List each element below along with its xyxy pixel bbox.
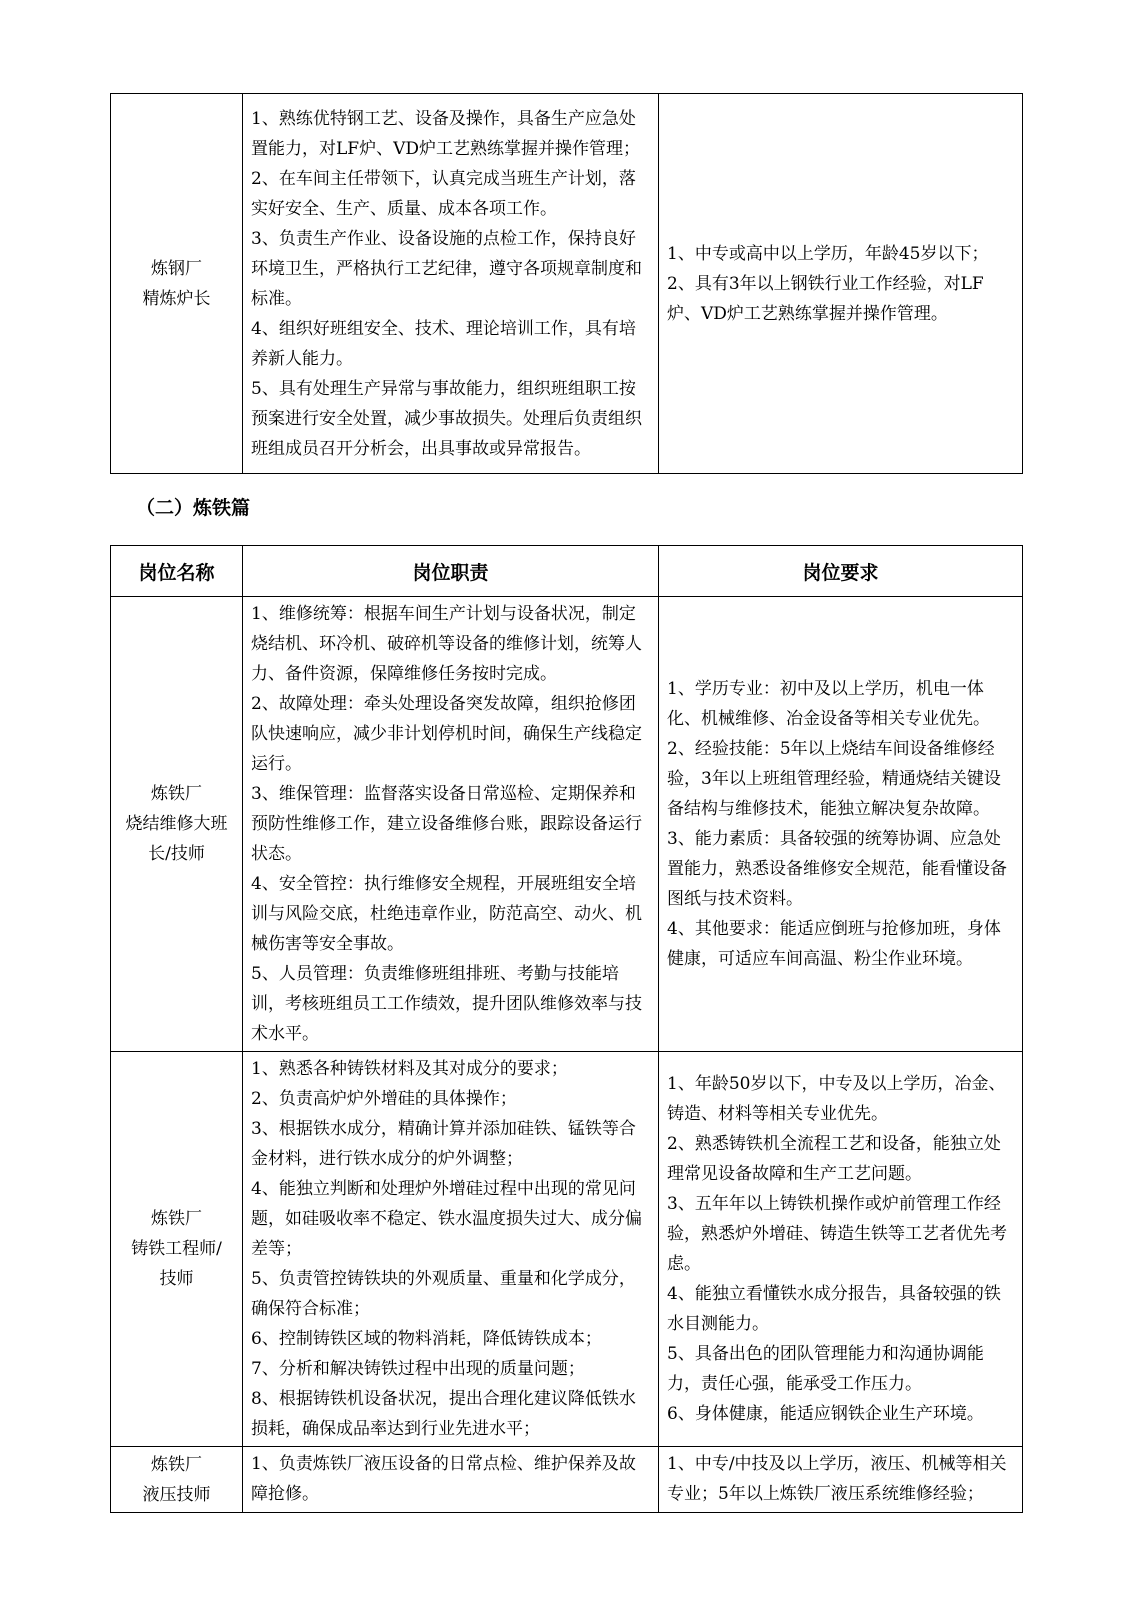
table-row bbox=[111, 1052, 1023, 1447]
requirement-item: 4、能独立看懂铁水成分报告，具备较强的铁水目测能力。 bbox=[667, 1284, 1001, 1334]
duty-item: 2、故障处理：牵头处理设备突发故障，组织抢修团队快速响应，减少非计划停机时间，确保生产线稳定运行。 bbox=[251, 694, 642, 774]
requirement-item: 2、熟悉铸铁机全流程工艺和设备，能独立处理常见设备故障和生产工艺问题。 bbox=[667, 1134, 1001, 1184]
position-name-line: 炼铁厂 bbox=[151, 1454, 202, 1475]
position-name-cell bbox=[111, 94, 243, 474]
requirement-item: 1、年龄50岁以下，中专及以上学历，冶金、铸造、材料等相关专业优先。 bbox=[667, 1074, 1006, 1124]
duty-item: 2、在车间主任带领下，认真完成当班生产计划，落实好安全、生产、质量、成本各项工作。 bbox=[251, 168, 636, 219]
duty-item: 2、负责高炉炉外增硅的具体操作； bbox=[251, 1089, 517, 1109]
duty-item: 1、熟悉各种铸铁材料及其对成分的要求； bbox=[251, 1059, 568, 1079]
requirement-item: 6、身体健康，能适应钢铁企业生产环境。 bbox=[667, 1404, 984, 1424]
header-requirements: 岗位要求 bbox=[659, 546, 1023, 597]
duty-item: 4、安全管控：执行维修安全规程，开展班组安全培训与风险交底，杜绝违章作业，防范高空、动火、机械伤害等安全事故。 bbox=[251, 874, 642, 954]
requirement-item: 3、五年年以上铸铁机操作或炉前管理工作经验，熟悉炉外增硅、铸造生铁等工艺者优先考虑。 bbox=[667, 1194, 1007, 1274]
requirement-item: 2、经验技能：5年以上烧结车间设备维修经验，3年以上班组管理经验，精通烧结关键设备结构与维修技术，能独立解决复杂故障。 bbox=[667, 739, 1001, 819]
duty-item: 6、控制铸铁区域的物料消耗，降低铸铁成本； bbox=[251, 1329, 602, 1349]
table-header-row bbox=[111, 546, 1023, 597]
requirements-cell bbox=[659, 94, 1023, 474]
duty-item: 3、维保管理：监督落实设备日常巡检、定期保养和预防性维修工作，建立设备维修台账，跟踪设备运行状态。 bbox=[251, 784, 642, 864]
header-position-name: 岗位名称 bbox=[111, 546, 243, 597]
duty-item: 1、维修统筹：根据车间生产计划与设备状况，制定烧结机、环冷机、破碎机等设备的维修计划，统筹人力、备件资源，保障维修任务按时完成。 bbox=[251, 604, 642, 684]
position-name-line: 炼铁厂 bbox=[151, 1209, 202, 1229]
duty-item: 7、分析和解决铸铁过程中出现的质量问题； bbox=[251, 1359, 585, 1379]
requirement-item: 1、中专/中技及以上学历，液压、机械等相关专业；5年以上炼铁厂液压系统维修经验； bbox=[667, 1454, 1007, 1504]
section-title: （二）炼铁篇 bbox=[136, 497, 251, 519]
position-name-line: 精炼炉长 bbox=[142, 288, 211, 309]
job-table-ironmaking bbox=[110, 545, 1023, 1513]
position-name-cell bbox=[111, 1052, 243, 1447]
duty-item: 3、负责生产作业、设备设施的点检工作，保持良好环境卫生，严格执行工艺纪律，遵守各项规章制度和标准。 bbox=[251, 228, 642, 309]
position-name-line: 铸铁工程师/ bbox=[131, 1239, 222, 1259]
duty-item: 5、负责管控铸铁块的外观质量、重量和化学成分，确保符合标准； bbox=[251, 1269, 636, 1319]
requirement-item: 3、能力素质：具备较强的统筹协调、应急处置能力，熟悉设备维修安全规范，能看懂设备图纸与技术资料。 bbox=[667, 829, 1007, 909]
duty-item: 4、组织好班组安全、技术、理论培训工作，具有培养新人能力。 bbox=[251, 318, 636, 369]
duty-item: 1、负责炼铁厂液压设备的日常点检、维护保养及故障抢修。 bbox=[251, 1454, 636, 1504]
duties-cell bbox=[243, 597, 659, 1052]
position-name-line: 技师 bbox=[159, 1269, 194, 1289]
requirement-item: 4、其他要求：能适应倒班与抢修加班，身体健康，可适应车间高温、粉尘作业环境。 bbox=[667, 919, 1001, 969]
requirements-cell bbox=[659, 1052, 1023, 1447]
duties-cell bbox=[243, 1447, 659, 1513]
duty-item: 5、人员管理：负责维修班组排班、考勤与技能培训，考核班组员工工作绩效，提升团队维修效率与技术水平。 bbox=[251, 964, 642, 1044]
duty-item: 3、根据铁水成分，精确计算并添加硅铁、锰铁等合金材料，进行铁水成分的炉外调整； bbox=[251, 1119, 636, 1169]
job-table-steelmaking bbox=[110, 93, 1023, 474]
table-row bbox=[111, 597, 1023, 1052]
position-name-line: 烧结维修大班 bbox=[125, 814, 228, 834]
duties-cell bbox=[243, 94, 659, 474]
position-name-line: 液压技师 bbox=[142, 1484, 211, 1505]
table-row bbox=[111, 1447, 1023, 1513]
duty-item: 8、根据铸铁机设备状况，提出合理化建议降低铁水损耗，确保成品率达到行业先进水平； bbox=[251, 1389, 636, 1439]
requirement-item: 2、具有3年以上钢铁行业工作经验，对LF炉、VD炉工艺熟练掌握并操作管理。 bbox=[667, 273, 984, 324]
duty-item: 1、熟练优特钢工艺、设备及操作，具备生产应急处置能力，对LF炉、VD炉工艺熟练掌握并操作管理； bbox=[251, 108, 640, 159]
duty-item: 4、能独立判断和处理炉外增硅过程中出现的常见问题，如硅吸收率不稳定、铁水温度损失过大、成分偏差等； bbox=[251, 1179, 642, 1259]
position-name-line: 长/技师 bbox=[148, 844, 205, 864]
header-duties: 岗位职责 bbox=[243, 546, 659, 597]
position-name-cell bbox=[111, 1447, 243, 1513]
position-name-cell bbox=[111, 597, 243, 1052]
duties-cell bbox=[243, 1052, 659, 1447]
position-name-line: 炼铁厂 bbox=[151, 784, 202, 804]
requirements-cell bbox=[659, 597, 1023, 1052]
requirement-item: 5、具备出色的团队管理能力和沟通协调能力，责任心强，能承受工作压力。 bbox=[667, 1344, 984, 1394]
position-name-line: 炼钢厂 bbox=[151, 258, 202, 279]
requirement-item: 1、学历专业：初中及以上学历，机电一体化、机械维修、冶金设备等相关专业优先。 bbox=[667, 679, 990, 729]
duty-item: 5、具有处理生产异常与事故能力，组织班组职工按预案进行安全处置，减少事故损失。处理后负责组织班组成员召开分析会，出具事故或异常报告。 bbox=[251, 378, 642, 459]
requirement-item: 1、中专或高中以上学历，年龄45岁以下； bbox=[667, 243, 989, 264]
requirements-cell bbox=[659, 1447, 1023, 1513]
table-row bbox=[111, 94, 1023, 474]
